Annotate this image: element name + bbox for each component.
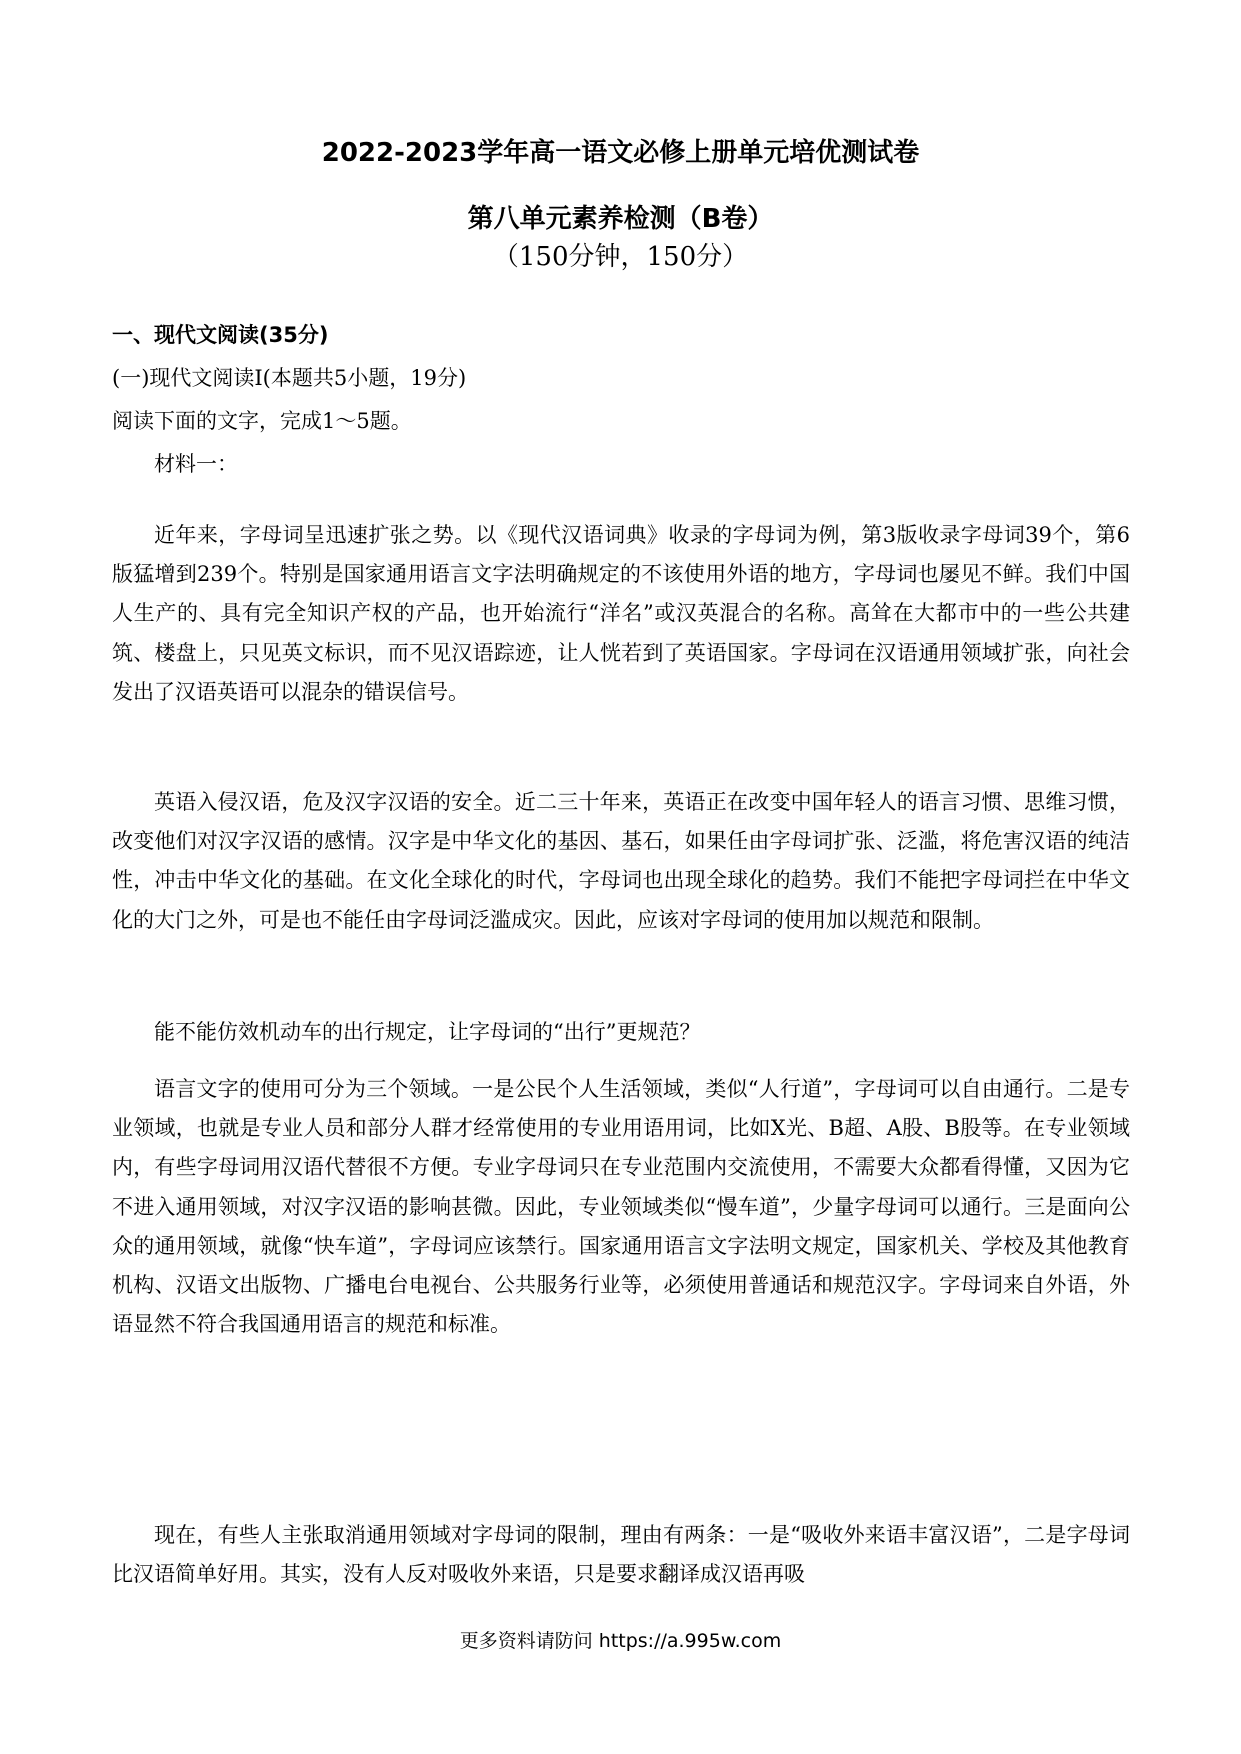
- paragraph-3: 能不能仿效机动车的出行规定，让字母词的“出行”更规范？: [154, 1020, 701, 1044]
- paragraph-5: 现在，有些人主张取消通用领域对字母词的限制，理由有两条：一是“吸收外来语丰富汉语”，二是字母词比汉语简单好用。其实，没有人反对吸收外来语，只是要求翻译成汉语再吸: [112, 1523, 1130, 1587]
- exam-subtitle: 第八单元素养检测（B卷）: [467, 204, 774, 234]
- material-label: 材料一：: [154, 452, 238, 476]
- subsection-heading: (一)现代文阅读Ⅰ(本题共5小题，19分): [112, 366, 467, 390]
- footer-link-text[interactable]: 更多资料请防问 https://a.995w.com: [459, 1630, 782, 1652]
- paragraph-2: 英语入侵汉语，危及汉字汉语的安全。近二三十年来，英语正在改变中国年轻人的语言习惯、思维习惯，改变他们对汉字汉语的感情。汉字是中华文化的基因、基石，如果任由字母词扩张、泛滥，将危害汉语的纯洁性，冲击中华文化的基础。在文化全球化的时代，字母词也出现全球化的趋势。我们不能把字母词拦在中华文化的大门之外，可是也不能任由字母词泛滥成灾。因此，应该对字母词的使用加以规范和限制。: [112, 790, 1130, 932]
- exam-time-score: （150分钟，150分）: [492, 242, 749, 272]
- paragraph-4: 语言文字的使用可分为三个领域。一是公民个人生活领域，类似“人行道”，字母词可以自由通行。二是专业领域，也就是专业人员和部分人群才经常使用的专业用语用词，比如X光、B超、A股、B股等。在专业领域内，有些字母词用汉语代替很不方便。专业字母词只在专业范围内交流使用，不需要大众都看得懂，又因为它不进入通用领域，对汉字汉语的影响甚微。因此，专业领域类似“慢车道”，少量字母词可以通行。三是面向公众的通用领域，就像“快车道”，字母词应该禁行。国家通用语言文字法明文规定，国家机关、学校及其他教育机构、汉语文出版物、广播电台电视台、公共服务行业等，必须使用普通话和规范汉字。字母词来自外语，外语显然不符合我国通用语言的规范和标准。: [112, 1077, 1130, 1337]
- reading-instruction: 阅读下面的文字，完成1～5题。: [112, 409, 412, 433]
- exam-title: 2022-2023学年高一语文必修上册单元培优测试卷: [321, 138, 920, 168]
- paragraph-1: 近年来，字母词呈迅速扩张之势。以《现代汉语词典》收录的字母词为例，第3版收录字母词39个，第6版猛增到239个。特别是国家通用语言文字法明确规定的不该使用外语的地方，字母词也屡见不鲜。我们中国人生产的、具有完全知识产权的产品，也开始流行“洋名”或汉英混合的名称。高耸在大都市中的一些公共建筑、楼盘上，只见英文标识，而不见汉语踪迹，让人恍若到了英语国家。字母词在汉语通用领域扩张，向社会发出了汉语英语可以混杂的错误信号。: [112, 523, 1130, 704]
- part1-heading: 一、现代文阅读(35分): [112, 323, 329, 347]
